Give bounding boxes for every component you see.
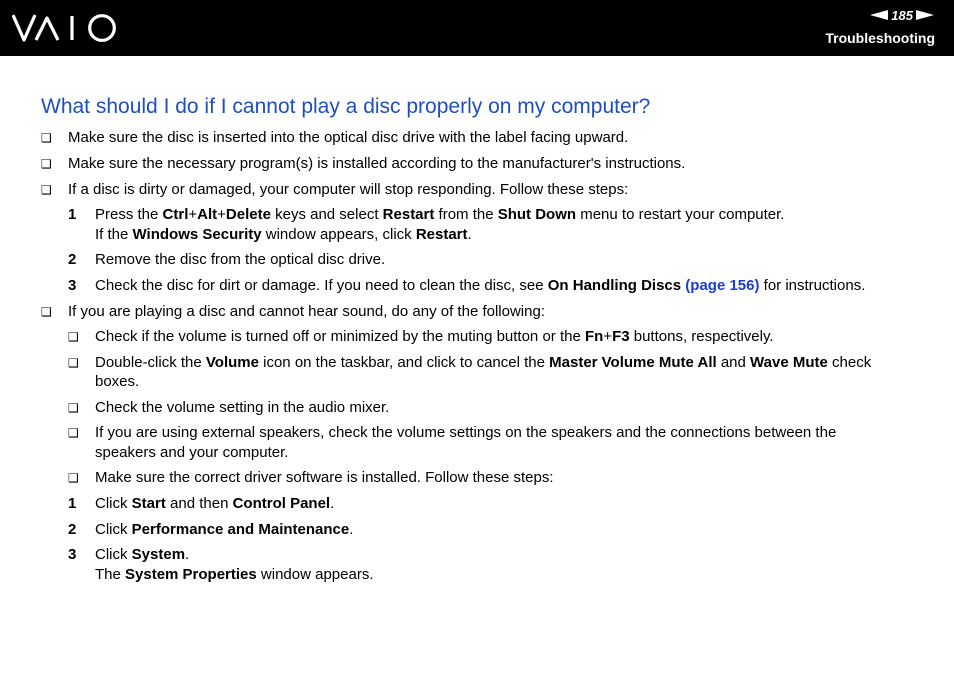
- step-text: Click System.: [95, 546, 190, 563]
- vaio-logo: [12, 13, 120, 43]
- list-item: If a disc is dirty or damaged, your computer will stop responding. Follow these steps:: [68, 181, 629, 198]
- step-number: 2: [68, 251, 77, 268]
- checkbox-bullet-icon: ❑: [41, 157, 52, 171]
- previous-page-arrow-icon[interactable]: [870, 10, 888, 20]
- checkbox-bullet-icon: ❑: [41, 131, 52, 145]
- step-number: 1: [68, 495, 77, 512]
- step-number: 1: [68, 206, 77, 223]
- page-title: What should I do if I cannot play a disc properly on my computer?: [41, 95, 651, 118]
- checkbox-bullet-icon: ❑: [68, 401, 79, 415]
- step-number: 3: [68, 277, 77, 294]
- step-number: 3: [68, 546, 77, 563]
- sub-list-item: speakers and your computer.: [95, 444, 289, 461]
- list-item: If you are playing a disc and cannot hear sound, do any of the following:: [68, 303, 545, 320]
- checkbox-bullet-icon: ❑: [68, 330, 79, 344]
- step-text: Click Performance and Maintenance.: [95, 521, 354, 538]
- section-label: Troubleshooting: [825, 30, 935, 46]
- step-text: If the Windows Security window appears, click Restart.: [95, 226, 472, 243]
- sub-list-item: Check if the volume is turned off or minimized by the muting button or the Fn+F3 buttons, respectively.: [95, 328, 774, 345]
- step-number: 2: [68, 521, 77, 538]
- page-header: [0, 0, 954, 56]
- list-item: Make sure the disc is inserted into the optical disc drive with the label facing upward.: [68, 129, 629, 146]
- checkbox-bullet-icon: ❑: [41, 305, 52, 319]
- list-item: Make sure the necessary program(s) is installed according to the manufacturer's instructions.: [68, 155, 686, 172]
- checkbox-bullet-icon: ❑: [68, 356, 79, 370]
- step-text: Remove the disc from the optical disc drive.: [95, 251, 386, 268]
- page-navigation: [870, 7, 934, 23]
- sub-list-item: If you are using external speakers, check the volume settings on the speakers and the connections between the: [95, 424, 837, 441]
- sub-list-item: Make sure the correct driver software is installed. Follow these steps:: [95, 469, 554, 486]
- checkbox-bullet-icon: ❑: [41, 183, 52, 197]
- sub-list-item: Double-click the Volume icon on the taskbar, and click to cancel the Master Volume Mute All and Wave Mute check: [95, 354, 872, 371]
- step-text: The System Properties window appears.: [95, 566, 374, 583]
- checkbox-bullet-icon: ❑: [68, 426, 79, 440]
- next-page-arrow-icon[interactable]: [916, 10, 934, 20]
- page-number: 185: [891, 7, 913, 23]
- step-text: Press the Ctrl+Alt+Delete keys and select Restart from the Shut Down menu to restart your computer.: [95, 206, 785, 223]
- sub-list-item: boxes.: [95, 373, 140, 390]
- step-text: Check the disc for dirt or damage. If you need to clean the disc, see On Handling Discs (page 156) for instructions.: [95, 277, 866, 294]
- step-text: Click Start and then Control Panel.: [95, 495, 335, 512]
- page-156-link[interactable]: (page 156): [685, 277, 760, 294]
- checkbox-bullet-icon: ❑: [68, 471, 79, 485]
- sub-list-item: Check the volume setting in the audio mixer.: [95, 399, 390, 416]
